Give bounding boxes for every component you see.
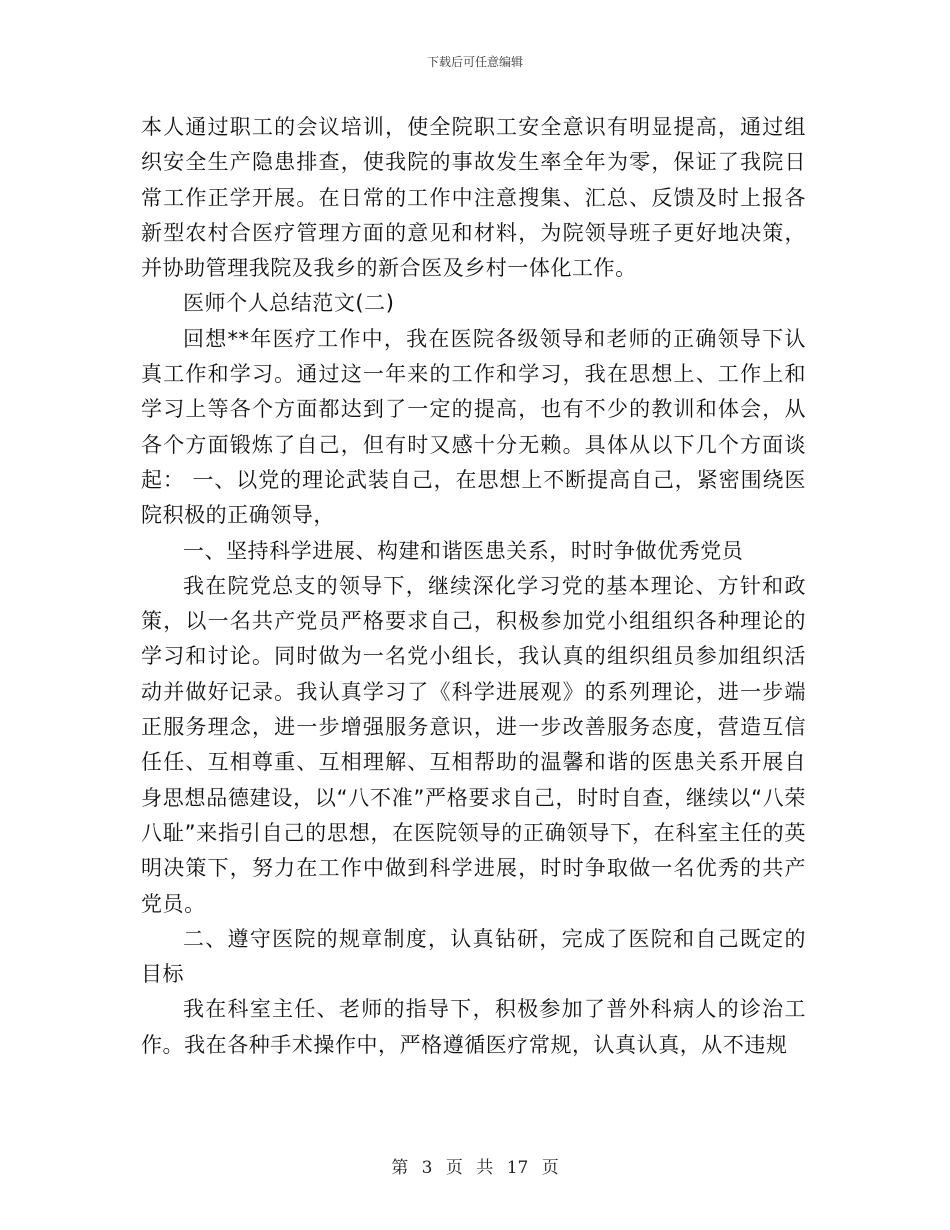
section-heading-1: 一、坚持科学进展、构建和谐医患关系，时时争做优秀党员 xyxy=(183,538,744,563)
section-title: 医师个人总结范文(二) xyxy=(183,291,395,316)
header-note: 下载后可任意编辑 xyxy=(426,55,523,69)
paragraph-intro: 回想**年医疗工作中，我在医院各级领导和老师的正确领导下认真工作和学习。通过这一年来的工作和学习，我在思想上、工作上和学习上等各个方面都达到了一定的提高，也有不少的教训和体会，从各个方面锻炼了自己，但有时又感十分无赖。具体从以下几个方面谈起： 一、以党的理论武装自己，在思想上不断提高自己，紧密围绕医院积极的正确领导， xyxy=(141,326,806,528)
page-number: 第 3 页 共 17 页 xyxy=(391,1158,559,1178)
paragraph-party-study: 我在院党总支的领导下，继续深化学习党的基本理论、方针和政策，以一名共产党员严格要求自己，积极参加党小组组织各种理论的学习和讨论。同时做为一名党小组长，我认真的组织组员参加组织活动并做好记录。我认真学习了《科学进展观》的系列理论，进一步端正服务理念，进一步增强服务意识，进一步改善服务态度，营造互信任任、互相尊重、互相理解、互相帮助的温馨和谐的医患关系开展自身思想品德建设，以“八不准”严格要求自己，时时自查，继续以“八荣八耻”来指引自己的思想，在医院领导的正确领导下，在科室主任的英明决策下，努力在工作中做到科学进展，时时争取做一名优秀的共产党员。 xyxy=(141,573,806,916)
document-body xyxy=(141,110,806,1063)
paragraph-clinical-work: 我在科室主任、老师的指导下，积极参加了普外科病人的诊治工作。我在各种手术操作中，严格遵循医疗常规，认真认真，从不违规 xyxy=(141,997,806,1057)
section-heading-2: 二、遵守医院的规章制度，认真钻研，完成了医院和自己既定的目标 xyxy=(141,926,806,987)
paragraph-continuation: 本人通过职工的会议培训，使全院职工安全意识有明显提高，通过组织安全生产隐患排查，使我院的事故发生率全年为零，保证了我院日常工作正学开展。在日常的工作中注意搜集、汇总、反馈及时上报各新型农村合医疗管理方面的意见和材料，为院领导班子更好地决策，并协助管理我院及我乡的新合医及乡村一体化工作。 xyxy=(141,115,806,281)
